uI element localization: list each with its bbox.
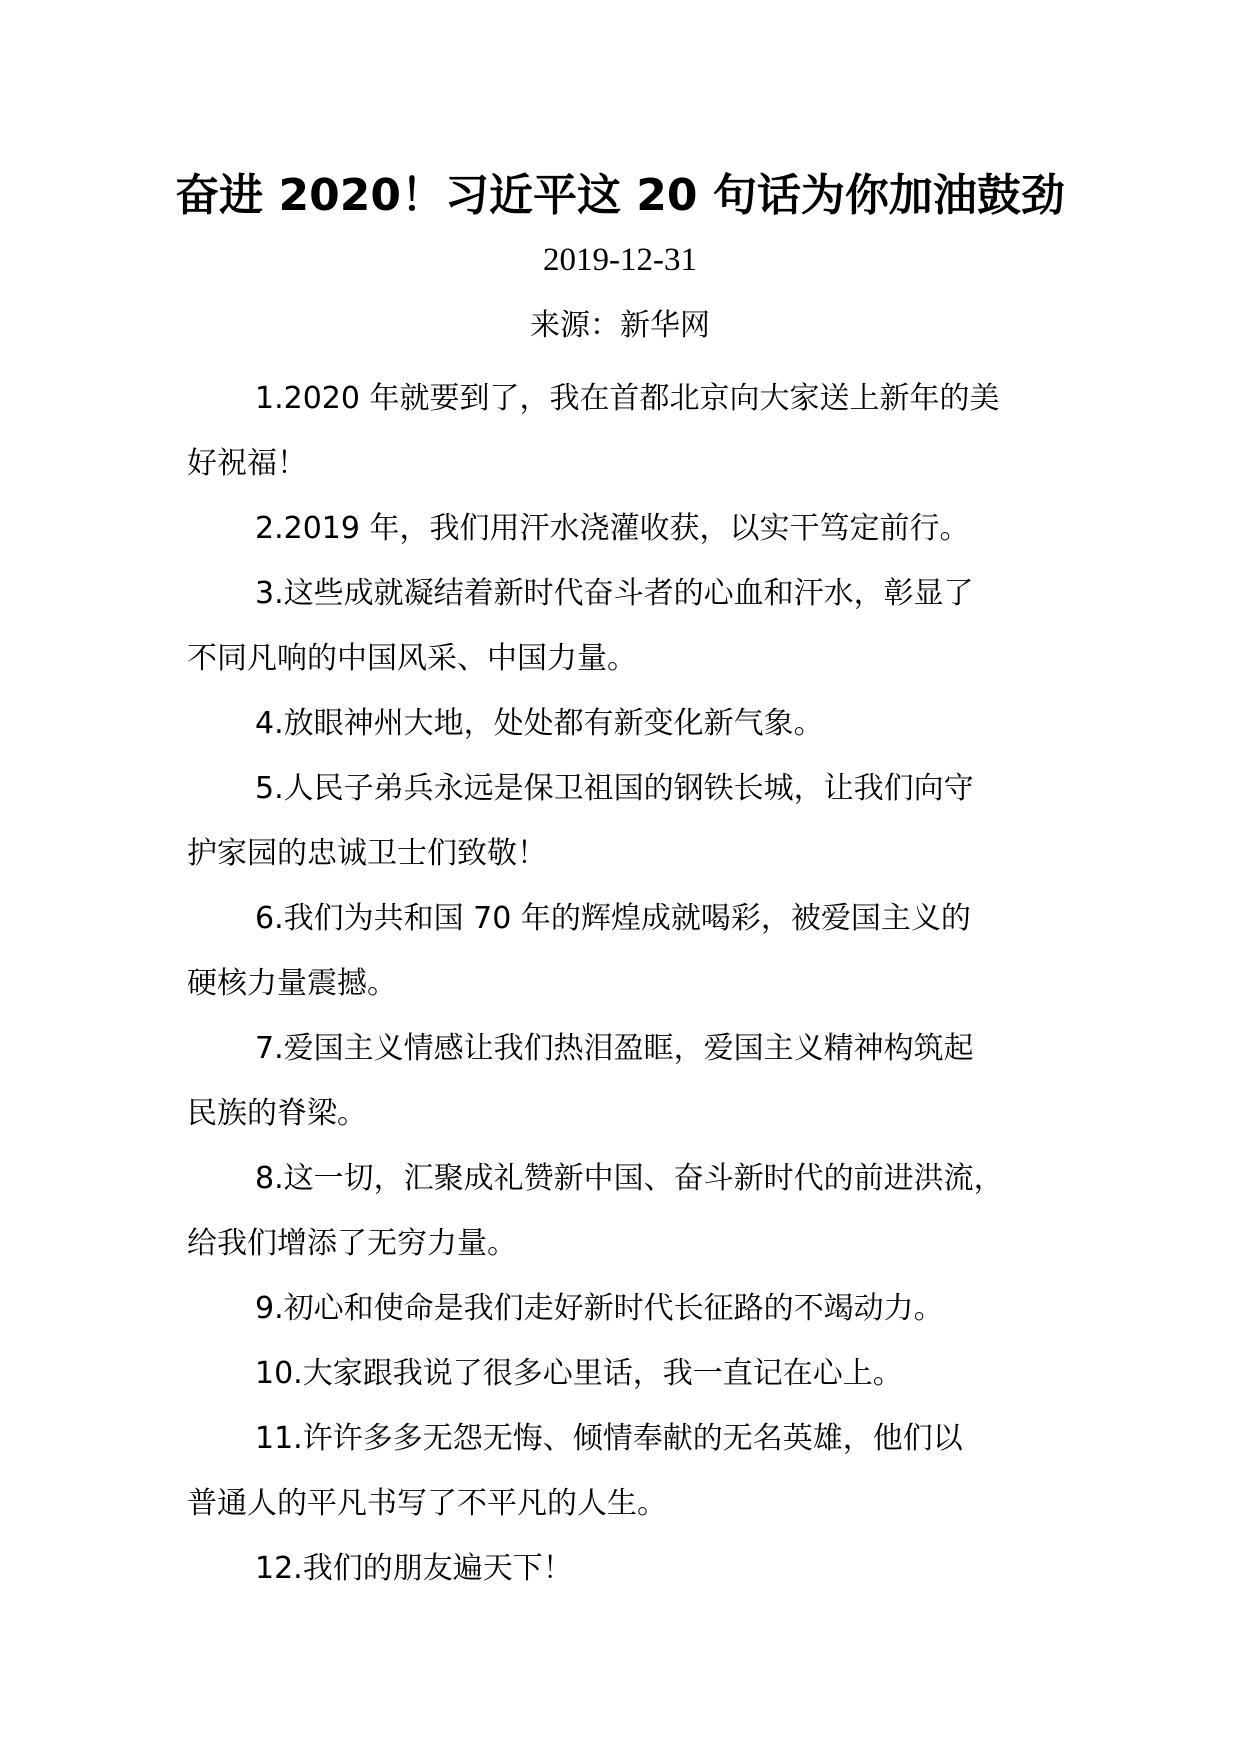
paragraph-line: 4.放眼神州大地，处处都有新变化新气象。	[255, 706, 824, 741]
paragraph-line: 不同凡响的中国风采、中国力量。	[187, 641, 637, 676]
paragraph-2	[187, 496, 1087, 561]
paragraph-3	[187, 561, 1087, 691]
paragraph-5	[187, 756, 1087, 886]
paragraph-1	[187, 366, 1087, 496]
paragraph-4	[187, 691, 1087, 756]
paragraph-6	[187, 886, 1087, 1016]
paragraph-line: 民族的脊梁。	[187, 1096, 367, 1131]
publish-date: 2019-12-31	[543, 242, 697, 278]
paragraph-line: 2.2019 年，我们用汗水浇灌收获，以实干笃定前行。	[255, 511, 970, 546]
paragraph-line: 给我们增添了无穷力量。	[187, 1226, 517, 1261]
paragraph-9	[187, 1276, 1087, 1341]
paragraph-7	[187, 1016, 1087, 1146]
document-body	[187, 366, 1087, 1601]
paragraph-8	[187, 1146, 1087, 1276]
paragraph-11	[187, 1406, 1087, 1536]
paragraph-12	[187, 1536, 1087, 1601]
paragraph-line: 硬核力量震撼。	[187, 966, 397, 1001]
paragraph-line: 7.爱国主义情感让我们热泪盈眶，爱国主义精神构筑起	[255, 1031, 974, 1066]
paragraph-line: 9.初心和使命是我们走好新时代长征路的不竭动力。	[255, 1291, 944, 1326]
document-title: 奋进 2020！习近平这 20 句话为你加油鼓劲	[175, 170, 1065, 221]
paragraph-line: 普通人的平凡书写了不平凡的人生。	[187, 1486, 667, 1521]
paragraph-line: 6.我们为共和国 70 年的辉煌成就喝彩，被爱国主义的	[255, 901, 971, 936]
paragraph-line: 好祝福！	[187, 446, 307, 481]
paragraph-line: 12.我们的朋友遍天下！	[255, 1551, 573, 1586]
paragraph-line: 8.这一切，汇聚成礼赞新中国、奋斗新时代的前进洪流，	[255, 1161, 1004, 1196]
paragraph-line: 1.2020 年就要到了，我在首都北京向大家送上新年的美	[255, 381, 1000, 416]
paragraph-10	[187, 1341, 1087, 1406]
paragraph-line: 5.人民子弟兵永远是保卫祖国的钢铁长城，让我们向守	[255, 771, 974, 806]
paragraph-line: 3.这些成就凝结着新时代奋斗者的心血和汗水，彰显了	[255, 576, 974, 611]
paragraph-line: 10.大家跟我说了很多心里话，我一直记在心上。	[255, 1356, 903, 1391]
paragraph-line: 护家园的忠诚卫士们致敬！	[187, 836, 547, 871]
paragraph-line: 11.许许多多无怨无悔、倾情奉献的无名英雄，他们以	[255, 1421, 963, 1456]
source-line: 来源：新华网	[530, 308, 710, 343]
